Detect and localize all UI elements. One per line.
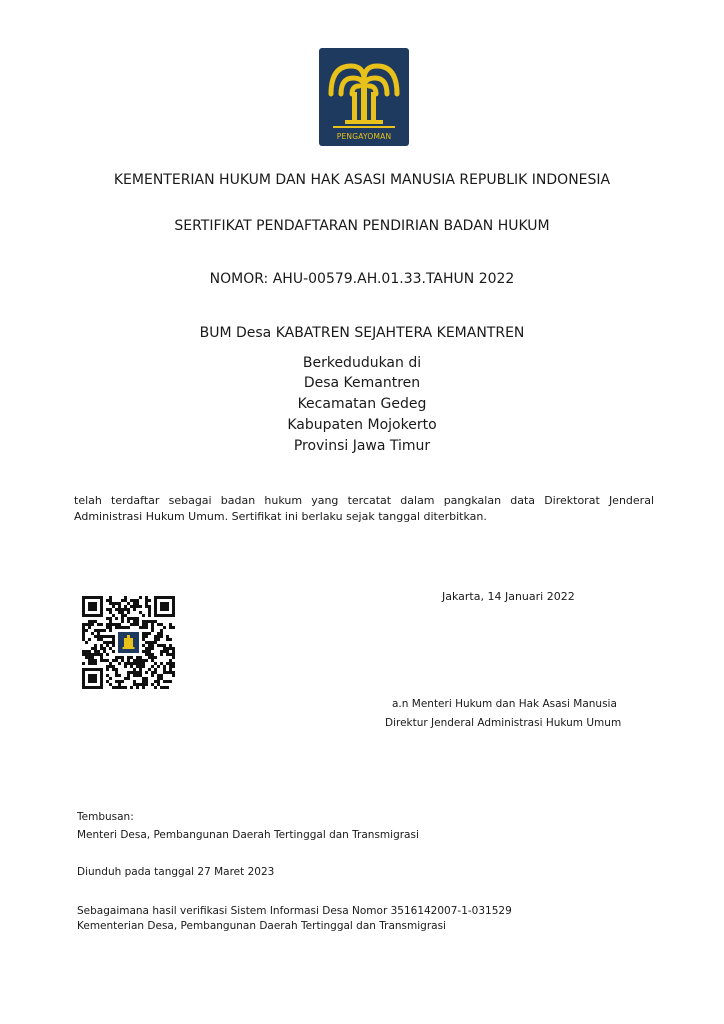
ministry-logo (319, 48, 409, 146)
registration-statement (74, 493, 654, 525)
statement-line: Administrasi Hukum Umum. Sertifikat ini berlaku sejak tanggal diterbitkan. (74, 510, 487, 523)
location-line: Kabupaten Mojokerto (287, 417, 437, 433)
location-line: Desa Kemantren (303, 375, 421, 391)
location-line: Provinsi Jawa Timur (293, 438, 431, 454)
statement-line: telah terdaftar sebagai badan hukum yang tercatat dalam pangkalan data Direktorat Jenderal (74, 494, 654, 507)
signatory-position: Direktur Jenderal Administrasi Hukum Umum (385, 717, 622, 729)
certificate-title: SERTIFIKAT PENDAFTARAN PENDIRIAN BADAN HUKUM (174, 218, 550, 234)
entity-name: BUM Desa KABATREN SEJAHTERA KEMANTREN (199, 325, 525, 341)
qr-code (82, 596, 175, 689)
cc-label: Tembusan: (77, 811, 134, 823)
certificate-number: NOMOR: AHU-00579.AH.01.33.TAHUN 2022 (209, 271, 515, 287)
logo-text: PENGAYOMAN (336, 132, 392, 141)
ministry-heading: KEMENTERIAN HUKUM DAN HAK ASASI MANUSIA REPUBLIK INDONESIA (113, 172, 611, 188)
verification-line: Kementerian Desa, Pembangunan Daerah Tertinggal dan Transmigrasi (77, 920, 446, 932)
signatory-on-behalf: a.n Menteri Hukum dan Hak Asasi Manusia (392, 698, 617, 710)
download-date: Diunduh pada tanggal 27 Maret 2023 (77, 866, 275, 878)
cc-recipient: Menteri Desa, Pembangunan Daerah Tertinggal dan Transmigrasi (77, 829, 419, 841)
location-line: Berkedudukan di (302, 355, 422, 371)
verification-line: Sebagaimana hasil verifikasi Sistem Informasi Desa Nomor 3516142007-1-031529 (77, 905, 512, 917)
location-line: Kecamatan Gedeg (297, 396, 427, 412)
place-date: Jakarta, 14 Januari 2022 (442, 590, 575, 603)
